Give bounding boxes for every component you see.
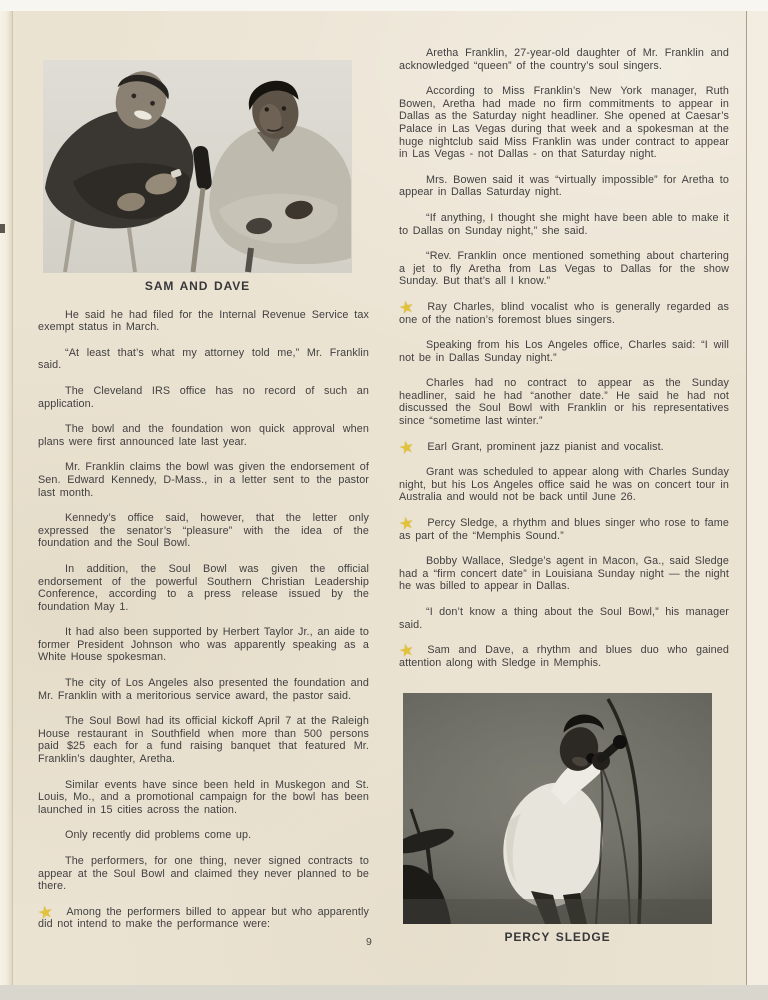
percy-sledge-photo: [403, 693, 712, 924]
left-column: [38, 60, 369, 944]
star-list-item-text: Sam and Dave, a rhythm and blues duo who gained attention along with Sledge in Memphis.: [399, 644, 729, 669]
star-list-item: [397, 436, 729, 459]
star-list-item-text: Percy Sledge, a rhythm and blues singer who rose to fame as part of the “Memphis Sound.”: [399, 517, 729, 542]
paragraph: Kennedy’s office said, however, that the letter only expressed the senator’s “pleasure” with the idea of the foundation and the Soul Bowl.: [38, 512, 369, 550]
paragraph: In addition, the Soul Bowl was given the official endorsement of the powerful Southern Christian Leadership Conference, according to a press release issued by the foundation May 1.: [38, 562, 369, 613]
star-icon: ★: [397, 296, 417, 319]
paragraph: The city of Los Angeles also presented the foundation and Mr. Franklin with a meritorious service award, the pastor said.: [38, 677, 369, 702]
paragraph: Aretha Franklin, 27-year-old daughter of Mr. Franklin and acknowledged “queen” of the country’s soul singers.: [399, 47, 729, 72]
star-list-item: [36, 901, 369, 931]
paragraph: “I don’t know a thing about the Soul Bowl,” his manager said.: [399, 606, 729, 631]
paragraph: Mrs. Bowen said it was “virtually impossible” for Aretha to appear in Dallas Saturday night.: [399, 173, 729, 199]
sam-and-dave-figure: [43, 60, 352, 293]
paragraph: Similar events have since been held in Muskegon and St. Louis, Mo., and a promotional campaign for the bowl has been launched in 15 cities across the nation.: [38, 778, 369, 816]
scanner-background-bottom: [0, 985, 768, 1000]
photo-caption: PERCY SLEDGE: [504, 930, 611, 945]
paragraph: Mr. Franklin claims the bowl was given the endorsement of Sen. Edward Kennedy, D-Mass., in a letter sent to the pastor last month.: [38, 461, 369, 499]
page-number: 9: [366, 936, 373, 948]
paragraph: Bobby Wallace, Sledge’s agent in Macon, Ga., said Sledge had a “firm concert date” in Louisiana Sunday night — the night he was billed to appear in Dallas.: [399, 555, 729, 593]
sam-and-dave-photo: [43, 60, 352, 273]
paragraph: He said he had filed for the Internal Revenue Service tax exempt status in March.: [38, 308, 369, 334]
paragraph: Only recently did problems come up.: [65, 829, 252, 842]
paragraph: The bowl and the foundation won quick approval when plans were first announced late last year.: [38, 423, 369, 448]
scanner-background-top: [0, 0, 768, 11]
star-list-item-text: Ray Charles, blind vocalist who is generally regarded as one of the nation’s foremost blues singers.: [399, 300, 729, 326]
percy-sledge-figure: [403, 693, 712, 944]
paragraph: It had also been supported by Herbert Taylor Jr., an aide to former President Johnson who was apparently speaking as a White House spokesman.: [38, 626, 369, 664]
paragraph: “Rev. Franklin once mentioned something about chartering a jet to fly Aretha from Las Vegas to Dallas for the show Sunday. But that’s all I know.”: [399, 250, 729, 288]
paragraph: According to Miss Franklin’s New York manager, Ruth Bowen, Aretha had made no firm commitments to appear in Dallas as the Saturday night headliner. She opened at Caesar’s Palace in Las Vegas during that week and a spokesman at the huge nightclub said Miss Franklin was under contract to appear in Las Vegas - not Dallas - on that Saturday night.: [399, 85, 729, 161]
page-edge: [746, 11, 768, 985]
paragraph: The Cleveland IRS office has no record of such an application.: [38, 384, 369, 410]
star-list-item: [397, 296, 729, 326]
paragraph: The performers, for one thing, never signed contracts to appear at the Soul Bowl and claimed they never planned to be there.: [38, 855, 369, 893]
star-list-item: [397, 639, 729, 669]
paragraph: Speaking from his Los Angeles office, Charles said: “I will not be in Dallas Sunday night.”: [399, 339, 729, 364]
paragraph: Charles had no contract to appear as the Sunday headliner, said he had “another date.” He said he had not discussed the Soul Bowl with Franklin or his representatives since “sometime last winter.”: [399, 377, 729, 428]
star-list-item: [397, 512, 729, 542]
paragraph: “If anything, I thought she might have been able to make it to Dallas on Sunday night,” she said.: [399, 211, 729, 237]
right-column: [399, 47, 729, 944]
paragraph: The Soul Bowl had its official kickoff April 7 at the Raleigh House restaurant in Southfield when more than 500 persons paid $25 each for a fund raising banquet that featured Mr. Franklin’s daughter, Aretha.: [38, 715, 369, 766]
star-icon: ★: [397, 512, 417, 535]
binding-mark: [0, 224, 5, 233]
star-list-item-text: Earl Grant, prominent jazz pianist and vocalist.: [427, 440, 664, 453]
paragraph: Grant was scheduled to appear along with Charles Sunday night, but his Los Angeles office said he was on concert tour in Australia and would not be back until June 26.: [399, 466, 729, 504]
paragraph: “At least that’s what my attorney told me,” Mr. Franklin said.: [38, 346, 369, 372]
page-spine: [0, 11, 13, 985]
star-icon: ★: [397, 639, 417, 662]
star-icon: ★: [397, 436, 417, 459]
photo-caption: SAM AND DAVE: [144, 279, 251, 293]
star-list-item-text: Among the performers billed to appear but who apparently did not intend to make the performance were:: [38, 905, 369, 931]
star-icon: ★: [36, 901, 56, 924]
